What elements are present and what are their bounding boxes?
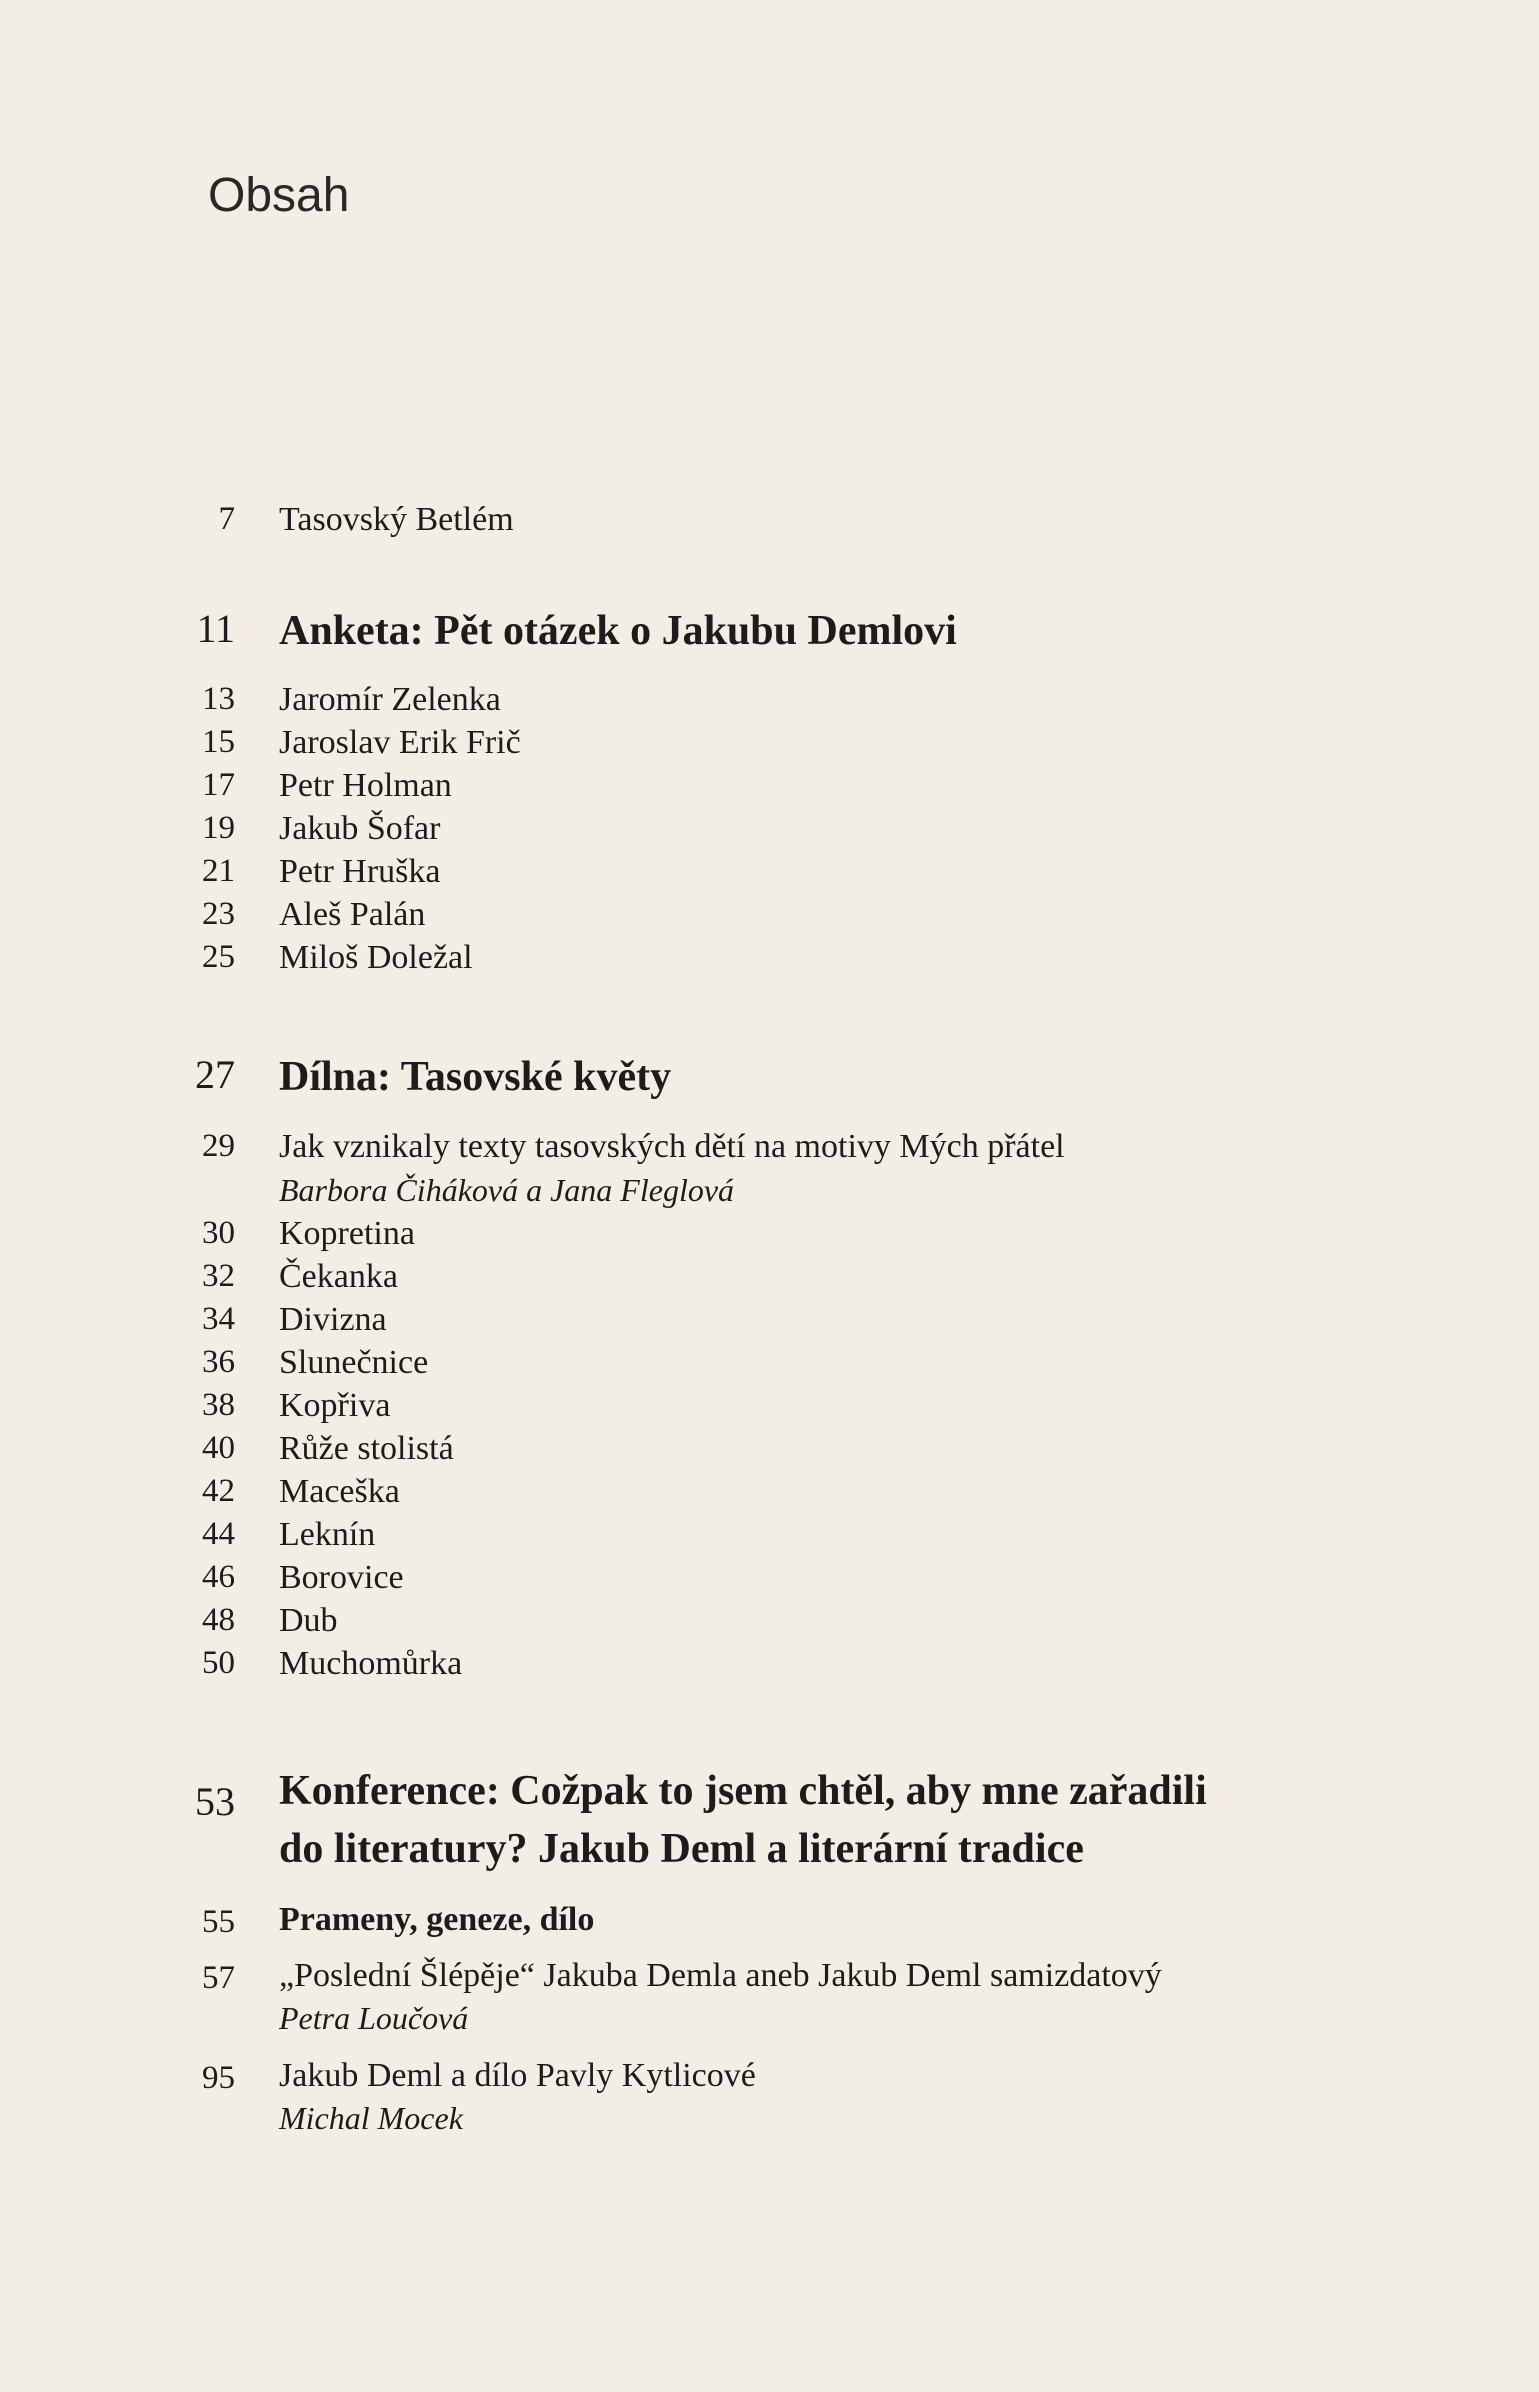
entry-title: Borovice (279, 1559, 404, 1596)
section-title-line1: Konference: Cožpak to jsem chtěl, aby mne zařadili (279, 1768, 1207, 1814)
subsection-title: Prameny, geneze, dílo (279, 1901, 595, 1938)
page-number: 23 (202, 896, 235, 932)
entry-title: Tasovský Betlém (279, 501, 514, 538)
section-title: Dílna: Tasovské květy (279, 1054, 672, 1100)
page-number: 30 (202, 1215, 235, 1251)
entry-title: Muchomůrka (279, 1645, 463, 1682)
page-number: 17 (202, 767, 235, 803)
entry-title: Růže stolistá (279, 1430, 454, 1467)
entry-title: Leknín (279, 1516, 376, 1553)
entry-title: Divizna (279, 1301, 387, 1338)
page-number: 36 (202, 1344, 235, 1380)
entry-title: Miloš Doležal (279, 939, 473, 976)
page-number: 48 (202, 1602, 235, 1638)
page-number: 57 (202, 1960, 235, 1996)
page-number: 7 (218, 501, 235, 537)
entry-title: „Poslední Šlépěje“ Jakuba Demla aneb Jakub Deml samizdatový (279, 1957, 1162, 1994)
page-number: 38 (202, 1387, 235, 1423)
page-title: Obsah (208, 169, 350, 222)
entry-title: Jakub Deml a dílo Pavly Kytlicové (279, 2057, 756, 2094)
entry-title: Kopřiva (279, 1387, 391, 1424)
page-number: 34 (202, 1301, 235, 1337)
entry-title: Kopretina (279, 1215, 415, 1252)
entry-author: Michal Mocek (279, 2100, 463, 2136)
section-title-line2: do literatury? Jakub Deml a literární tradice (279, 1826, 1084, 1872)
page-number: 46 (202, 1559, 235, 1595)
page-number: 95 (202, 2060, 235, 2096)
page-number: 13 (202, 681, 235, 717)
page-number: 11 (196, 606, 235, 651)
entry-title: Aleš Palán (279, 896, 426, 933)
entry-title: Jak vznikaly texty tasovských dětí na motivy Mých přátel (279, 1128, 1065, 1165)
page-number: 21 (202, 853, 235, 889)
entry-title: Petr Holman (279, 767, 452, 804)
entry-author: Barbora Čiháková a Jana Fleglová (279, 1172, 735, 1208)
entry-title: Petr Hruška (279, 853, 441, 890)
page-number: 15 (202, 724, 235, 760)
page-number: 27 (195, 1052, 235, 1097)
page-number: 44 (202, 1516, 235, 1552)
entry-title: Jaroslav Erik Frič (279, 724, 521, 761)
page-number: 53 (195, 1779, 235, 1824)
page-number: 25 (202, 939, 235, 975)
entry-title: Slunečnice (279, 1344, 429, 1381)
page-number: 55 (202, 1904, 235, 1940)
entry-title: Čekanka (279, 1258, 398, 1295)
page-number: 50 (202, 1645, 235, 1681)
page-number: 42 (202, 1473, 235, 1509)
section-title: Anketa: Pět otázek o Jakubu Demlovi (279, 608, 957, 654)
page-number: 32 (202, 1258, 235, 1294)
page-number: 29 (202, 1128, 235, 1164)
entry-author: Petra Loučová (279, 2000, 469, 2036)
page-number: 40 (202, 1430, 235, 1466)
page-number: 19 (202, 810, 235, 846)
entry-title: Jakub Šofar (279, 810, 441, 847)
entry-title: Maceška (279, 1473, 400, 1510)
entry-title: Dub (279, 1602, 338, 1639)
entry-title: Jaromír Zelenka (279, 681, 501, 718)
